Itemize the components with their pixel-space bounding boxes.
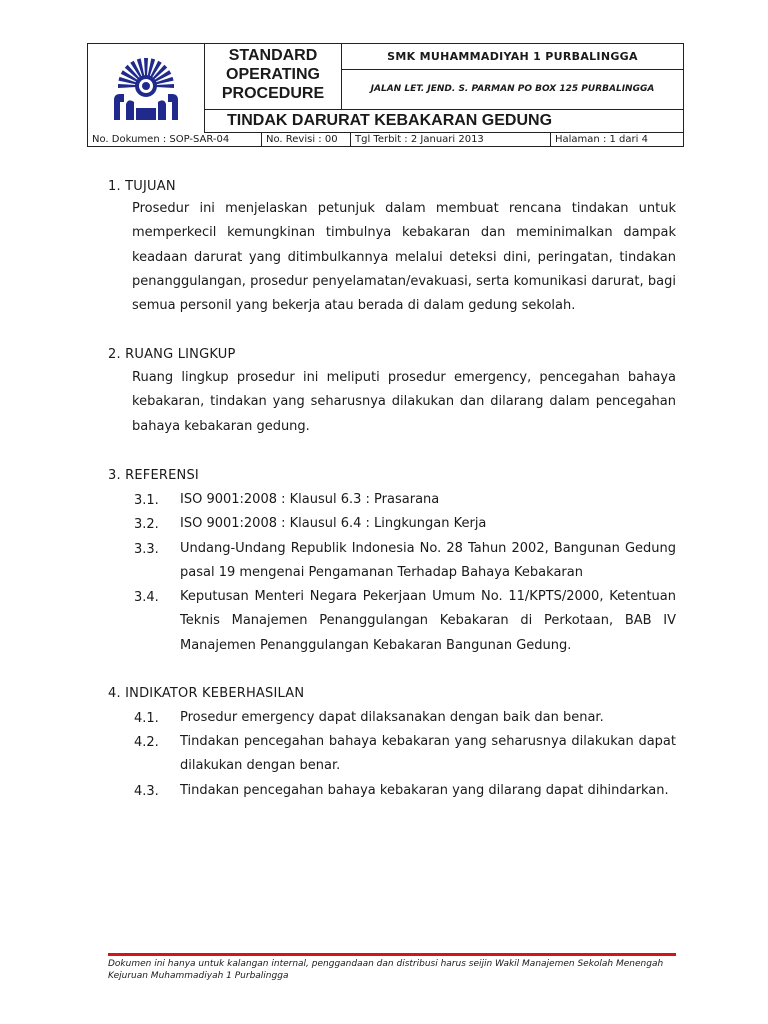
sop-line-3: PROCEDURE	[221, 85, 325, 102]
page-number: Halaman : 1 dari 4	[555, 134, 648, 145]
document-number: No. Dokumen : SOP-SAR-04	[88, 133, 262, 147]
sop-line-1: STANDARD	[228, 47, 318, 64]
list-item-number: 3.4.	[134, 590, 159, 605]
revision-number: No. Revisi : 00	[262, 133, 351, 147]
section-title-ruang-lingkup: 2. RUANG LINGKUP	[108, 347, 236, 362]
sop-line-2: OPERATING	[226, 66, 320, 83]
list-item-text: ISO 9001:2008 : Klausul 6.4 : Lingkungan Kerja	[180, 516, 487, 531]
list-item-number: 4.3.	[134, 784, 159, 799]
section-text-tujuan: Prosedur ini menjelaskan petunjuk dalam membuat rencana tindakan untuk memperkecil kemungkinan timbulnya kebakaran dan meminimalkan dampak keadaan darurat yang ditimbulkannya melalui deteksi dini, peringatan, tindakan penanggulangan, prosedur penyelamatan/evakuasi, serta komunikasi darurat, bagi semua personil yang bekerja atau berada di dalam gedung sekolah.	[132, 201, 676, 314]
school-name: SMK MUHAMMADIYAH 1 PURBALINGGA	[342, 44, 683, 70]
list-item-text: Keputusan Menteri Negara Pekerjaan Umum No. 11/KPTS/2000, Ketentuan Teknis Manajemen Penanggulangan Kebakaran di Perkotaan, BAB IV Manajemen Penanggulangan Kebakaran Bangunan Gedung.	[180, 589, 676, 653]
section-text-ruang-lingkup: Ruang lingkup prosedur ini meliputi prosedur emergency, pencegahan bahaya kebakaran, tindakan yang seharusnya dilakukan dan dilarang dalam pencegahan bahaya kebakaran gedung.	[132, 370, 676, 434]
list-item-text: Tindakan pencegahan bahaya kebakaran yang seharusnya dilakukan dapat dilakukan dengan benar.	[180, 734, 676, 774]
school-address: JALAN LET. JEND. S. PARMAN PO BOX 125 PURBALINGGA	[370, 84, 655, 94]
section-title-referensi: 3. REFERENSI	[108, 468, 199, 483]
muhammadiyah-logo-icon	[108, 56, 184, 122]
sop-label	[205, 44, 342, 109]
document-title: TINDAK DARURAT KEBAKARAN GEDUNG	[205, 109, 683, 133]
footer-divider	[108, 953, 676, 956]
document-header	[87, 43, 684, 147]
list-item-text: Undang-Undang Republik Indonesia No. 28 Tahun 2002, Bangunan Gedung pasal 19 mengenai Pengamanan Terhadap Bahaya Kebakaran	[180, 541, 676, 581]
list-item-text: ISO 9001:2008 : Klausul 6.3 : Prasarana	[180, 492, 440, 507]
document-meta-row	[88, 133, 683, 147]
list-item-number: 4.1.	[134, 711, 159, 726]
issue-date: Tgl Terbit : 2 Januari 2013	[351, 133, 551, 147]
footer-disclaimer: Dokumen ini hanya untuk kalangan internal, penggandaan dan distribusi harus seijin Wakil Manajemen Sekolah Menengah Kejuruan Muhammadiyah 1 Purbalingga	[108, 959, 664, 981]
list-item-number: 3.3.	[134, 542, 159, 557]
logo-cell	[88, 44, 205, 133]
list-item-text: Tindakan pencegahan bahaya kebakaran yang dilarang dapat dihindarkan.	[180, 783, 669, 798]
section-title-tujuan: 1. TUJUAN	[108, 179, 176, 194]
section-title-indikator: 4. INDIKATOR KEBERHASILAN	[108, 686, 305, 701]
list-item-number: 4.2.	[134, 735, 159, 750]
list-item-text: Prosedur emergency dapat dilaksanakan dengan baik dan benar.	[180, 710, 604, 725]
list-item-number: 3.2.	[134, 517, 159, 532]
list-item-number: 3.1.	[134, 493, 159, 508]
